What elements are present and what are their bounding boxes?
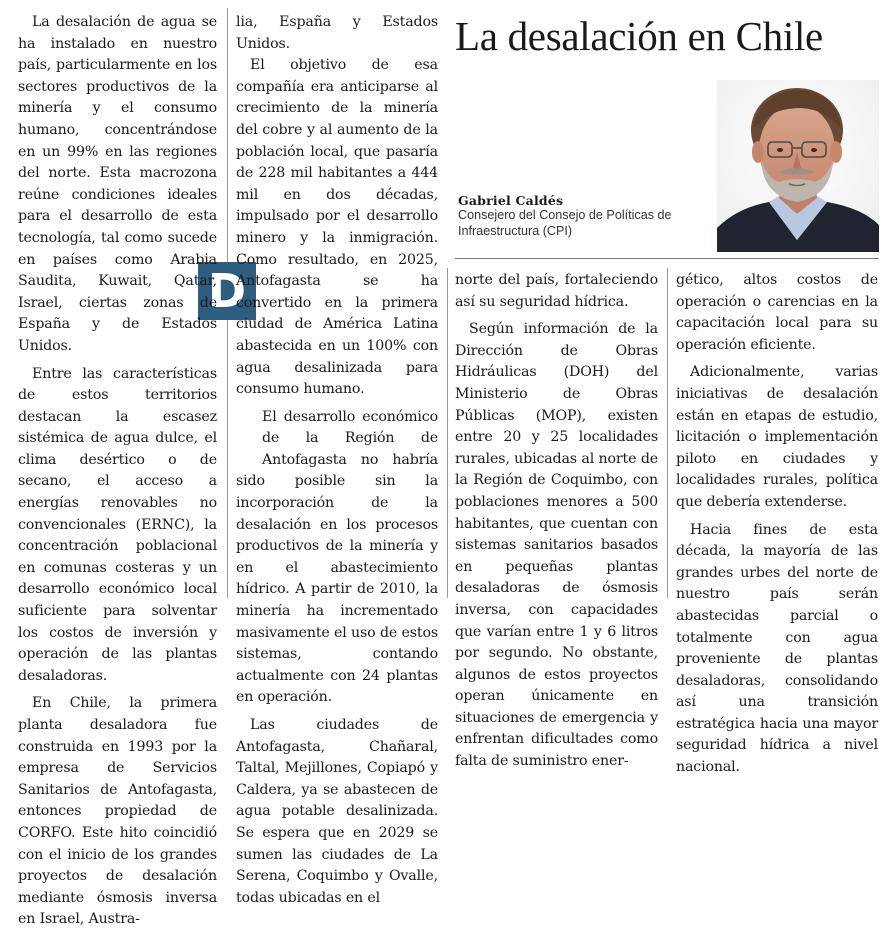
author-role-line-1: Consejero del Consejo de Políticas de xyxy=(458,208,672,222)
paragraph: El objetivo de esa compañía era anticiparse al crecimiento de la minería del cobre y al aumento de la población local, que pasaría de 228 mil habitantes a 444 mil en dos décadas, impulsado por el desarrollo minero y la inmigración. Como resultado, en 2025, Antofagasta se ha convertido en la primera ciudad de América Latina abastecida en un 100% con agua desalinizada para consumo humano. xyxy=(236,57,438,398)
paragraph: El desarrollo económico de la Región de Antofagasta no habría sido posible sin la incorporación de la desalación en los procesos productivos de la minería y en el abastecimiento hídrico. A partir de 2010, la minería ha incrementado masivamente el uso de estos sistemas, contando actualmente con 24 plantas en operación. xyxy=(236,408,438,706)
paragraph: lia, España y Estados Unidos. xyxy=(236,14,438,52)
column-divider xyxy=(447,268,448,598)
paragraph: norte del país, fortaleciendo así su seguridad hídrica. xyxy=(455,272,658,310)
byline xyxy=(458,193,708,239)
author-role-line-2: Infraestructura (CPI) xyxy=(458,223,573,238)
drop-cap: D xyxy=(198,262,256,320)
article-column-3 xyxy=(455,270,658,773)
author-name: Gabriel Caldés xyxy=(458,193,564,208)
article-column-2 xyxy=(236,12,438,909)
article-title: La desalación en Chile xyxy=(455,13,823,59)
paragraph: Entre las características de estos territorios destacan la escasez sistémica de agua dulce, el clima desértico o de secano, el acceso a energías renovables no convencionales (ERNC), la concentración poblacional en comunas costeras y un desarrollo económico local suficiente para solventar los costos de inversión y operación de las plantas desaladoras. xyxy=(18,365,217,684)
article-column-4 xyxy=(676,270,878,779)
paragraph: Adicionalmente, varias iniciativas de desalación están en etapas de estudio, licitación o implementación piloto en ciudades y localidades rurales, política que debería extenderse. xyxy=(676,364,878,510)
paragraph: Las ciudades de Antofagasta, Chañaral, Taltal, Mejillones, Copiapó y Caldera, ya se abastecen de agua potable desalinizada. Se espera que en 2029 se sumen las ciudades de La Serena, Coquimbo y Ovalle, todas ubicadas en el xyxy=(236,717,438,906)
paragraph: En Chile, la primera planta desaladora fue construida en 1993 por la empresa de Servicios Sanitarios de Antofagasta, entonces propiedad de CORFO. Este hito coincidió con el inicio de los grandes proyectos de desalación mediante ósmosis inversa en Israel, Austra- xyxy=(18,695,217,928)
paragraph: gético, altos costos de operación o carencias en la capacitación local para su operación eficiente. xyxy=(676,272,878,353)
paragraph: La desalación de agua se ha instalado en nuestro país, particularmente en los sectores productivos de la minería y el consumo humano, concentrándose en un 99% en las regiones del norte. Esta macrozona reúne condiciones ideales para el desarrollo de esta tecnología, tal como sucede en países como Arabia Saudita, Kuwait, Qatar, Israel, ciertas zonas de España y de Estados Unidos. xyxy=(18,14,217,354)
paragraph: Hacia fines de esta década, la mayoría de las grandes urbes del norte de nuestro país serán abastecidas parcial o totalmente con agua proveniente de plantas desaladoras, consolidando así una transición estratégica hacia una mayor seguridad hídrica a nivel nacional. xyxy=(676,521,878,776)
article-column-1 xyxy=(18,12,217,931)
author-portrait-icon xyxy=(717,80,879,252)
header-rule xyxy=(455,258,879,259)
column-divider xyxy=(667,268,668,598)
author-photo xyxy=(717,80,879,252)
paragraph: Según información de la Dirección de Obras Hidráulicas (DOH) del Ministerio de Obras Públicas (MOP), existen entre 20 y 25 localidades rurales, ubicadas al norte de la Región de Coquimbo, con poblaciones menores a 500 habitantes, que cuentan con sistemas sanitarios basados en pequeñas plantas desaladoras de ósmosis inversa, con capacidades que varían entre 1 y 6 litros por segundo. No obstante, algunos de estos proyectos operan únicamente en situaciones de emergencia y enfrentan dificultades como falta de suministro ener- xyxy=(455,321,658,770)
